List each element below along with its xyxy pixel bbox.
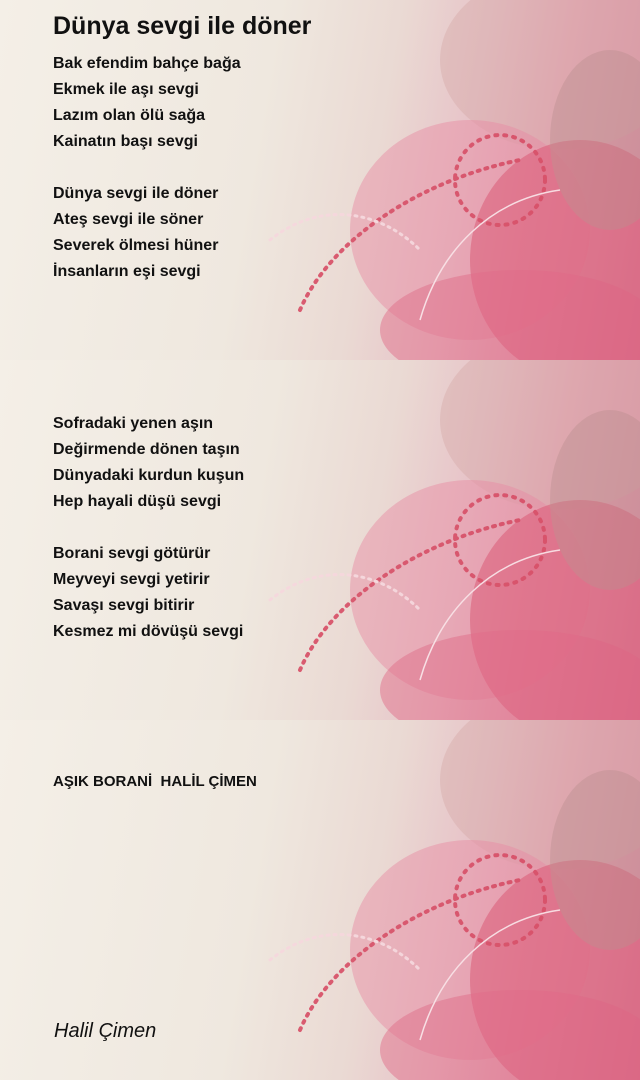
poem-line: Sofradaki yenen aşın — [53, 415, 214, 432]
poem-line: Değirmende dönen taşın — [53, 441, 240, 458]
poem-line: Hep hayali düşü sevgi — [53, 493, 222, 510]
poem-line: Ateş sevgi ile söner — [53, 211, 204, 228]
poem-line: Ekmek ile aşı sevgi — [53, 81, 199, 98]
poem-line: Lazım olan ölü sağa — [53, 107, 206, 124]
poem-line: Borani sevgi götürür — [53, 545, 211, 562]
poem-line: Dünya sevgi ile döner — [53, 185, 219, 202]
poet-signature: AŞIK BORANİ HALİL ÇİMEN — [53, 773, 257, 790]
stanza-1 — [53, 51, 241, 155]
stanza-4 — [53, 541, 243, 645]
poem-line: Dünyadaki kurdun kuşun — [53, 467, 245, 484]
poem-line: Severek ölmesi hüner — [53, 237, 219, 254]
stanza-3 — [53, 411, 244, 515]
poem-line: Kainatın başı sevgi — [53, 133, 198, 150]
poem-line: Savaşı sevgi bitirir — [53, 597, 195, 614]
author-name: Halil Çimen — [54, 1020, 157, 1042]
poem-title: Dünya sevgi ile döner — [53, 12, 312, 40]
poem-line: Meyveyi sevgi yetirir — [53, 571, 210, 588]
stanza-2 — [53, 181, 218, 285]
poem-line: İnsanların eşi sevgi — [53, 263, 201, 280]
poem-line: Kesmez mi dövüşü sevgi — [53, 623, 244, 640]
poem-line: Bak efendim bahçe bağa — [53, 55, 241, 72]
